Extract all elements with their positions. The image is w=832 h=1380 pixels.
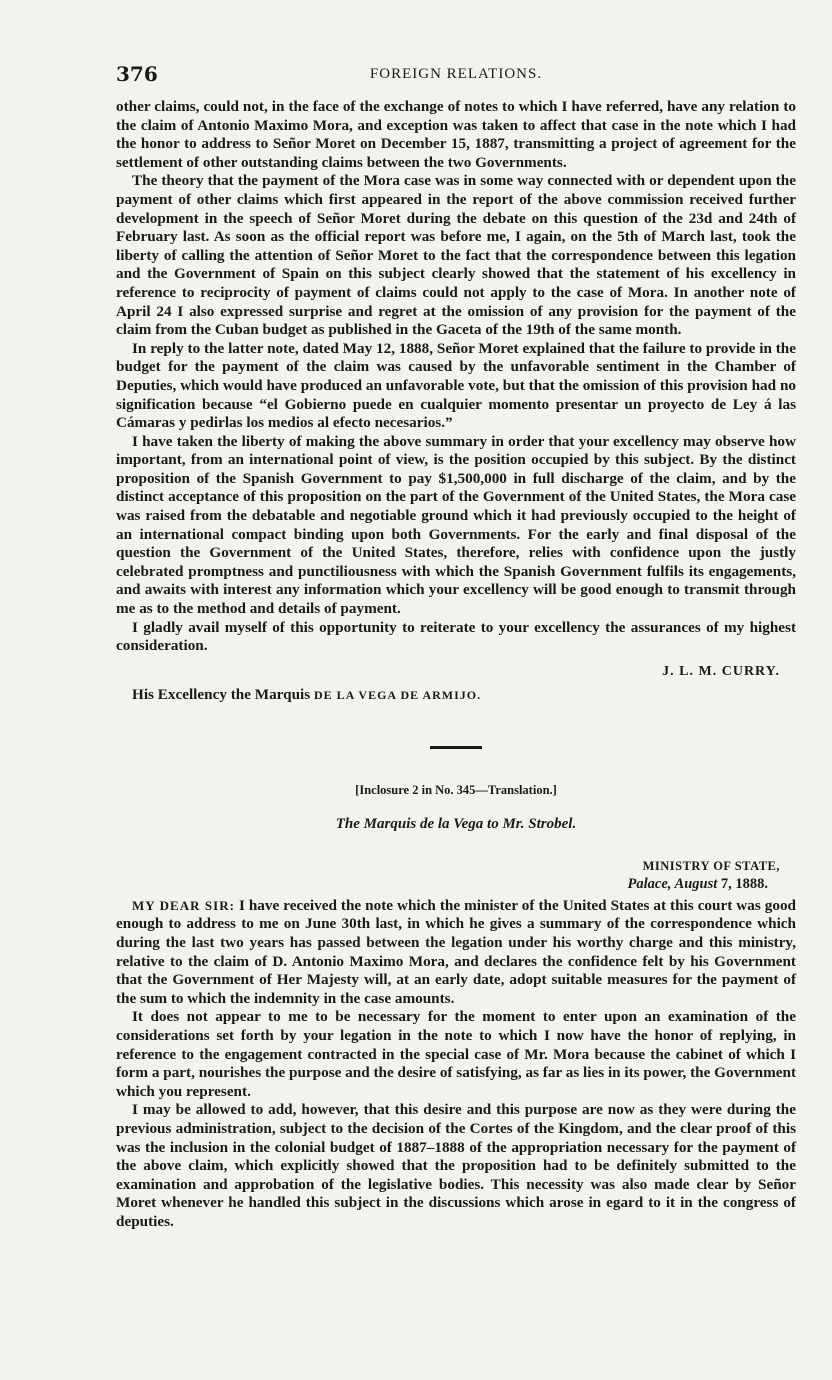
paragraph: The theory that the payment of the Mora case was in some way connected with or dependent upon the payment of other claims which first appeared in the report of the above commission received further development in the speech of Señor Moret during the debate on this question of the 23d and 24th of February last. As soon as the official report was before me, I again, on the 5th of March last, took the liberty of calling the attention of Señor Moret to the fact that the correspondence between this legation and the Government of Spain on this subject clearly showed that the statement of his excellency in reference to reciprocity of payment of claims could not apply to the case of Mora. In another note of April 24 I also expressed surprise and regret at the omission of any provision for the payment of the claim from the Cuban budget as published in the Gaceta of the 19th of the same month. [116,172,796,339]
paragraph: In reply to the latter note, dated May 12, 1888, Señor Moret explained that the failure to provide in the budget for the payment of the claim was caused by the unfavorable sentiment in the Chamber of Deputies, which would have produced an unfavorable vote, but that the omission of this provision had no signification because “el Gobierno puede en cualquier momento presentar un proyecto de Ley á las Cámaras y pedirlas los medios al efecto necesarios.” [116,339,796,432]
dateline [116,857,780,893]
signature: J. L. M. CURRY. [662,663,780,679]
letter-vega [116,897,796,1232]
addressee-name: DE LA VEGA DE ARMIJO. [313,687,482,702]
paragraph: other claims, could not, in the face of the exchange of notes to which I have referred, have any relation to the claim of Antonio Maximo Mora, and exception was taken to affect that case in the note which I had the honor to address to Señor Moret on December 15, 1887, transmitting a project of agreement for the settlement of other outstanding claims between the two Governments. [116,98,796,171]
dateline-date-italic: Palace, August [627,875,718,892]
paragraph: I may be allowed to add, however, that this desire and this purpose are now as they were during the previous administration, subject to the decision of the Cortes of the Kingdom, and the clear proof of this was the inclusion in the colonial budget of 1887–1888 of the appropriation necessary for the payment of the above claim, which explicitly showed that the proposition had to be definitely submitted to the examination and approbation of the legislative bodies. This necessity was also made clear by Señor Moret whenever he handled this subject in the discussions which arose in egard to it in the congress of deputies. [116,1101,796,1230]
paragraph-text: I have received the note which the minister of the United States at this court was good enough to address to me on June 30th last, in which he gives a summary of the correspondence which during the last two years has passed between the legation under his worthy charge and this ministry, relative to the claim of D. Antonio Maximo Mora, and declares the confidence felt by his Government that the Government of Her Majesty will, at an early date, adopt suitable measures for the payment of the sum to which the indemnity in the case amounts. [116,896,796,1007]
section-divider [430,746,482,749]
running-title: FOREIGN RELATIONS. [369,66,543,82]
enclosure-heading: [Inclosure 2 in No. 345—Translation.] [355,782,557,797]
dateline-date [628,876,768,892]
page-number: 376 [116,62,158,86]
salutation: MY DEAR SIR: [132,897,235,913]
letter-title: The Marquis de la Vega to Mr. Strobel. [335,815,577,832]
paragraph: I have taken the liberty of making the above summary in order that your excellency may observe how important, from an international point of view, is the position occupied by this subject. By the distinct proposition of the Spanish Government to pay $1,500,000 in full discharge of the claim, and by the distinct acceptance of this proposition on the part of the Government of the United States, the Mora case was raised from the debatable and negotiable ground which it had previously occupied to the height of an international compact binding upon both Governments. For the early and final disposal of the question the Government of the United States, therefore, relies with confidence upon the justly celebrated promptness and punctiliousness with which the Spanish Government fulfils its engagements, and awaits with interest any information which your excellency will be good enough to transmit through me as to the method and details of payment. [116,432,796,618]
running-head [116,58,796,98]
letter-curry [116,98,796,656]
paragraph: It does not appear to me to be necessary for the moment to enter upon an examination of the considerations set forth by your legation in the note to which I now have the honor of replying, in reference to the engagement contracted in the special case of Mr. Mora because the cabinet of which I form a part, nourishes the purpose and the desire of satisfying, as far as lies in its power, the Government which you represent. [116,1008,796,1100]
dateline-date-rest: 7, 1888. [717,875,768,892]
addressee-prefix: His Excellency the Marquis [132,685,314,703]
dateline-place: MINISTRY OF STATE, [642,858,780,873]
addressee [132,686,796,704]
paragraph [116,897,796,1009]
paragraph: I gladly avail myself of this opportunity to reiterate to your excellency the assurances of my highest consideration. [116,618,796,655]
